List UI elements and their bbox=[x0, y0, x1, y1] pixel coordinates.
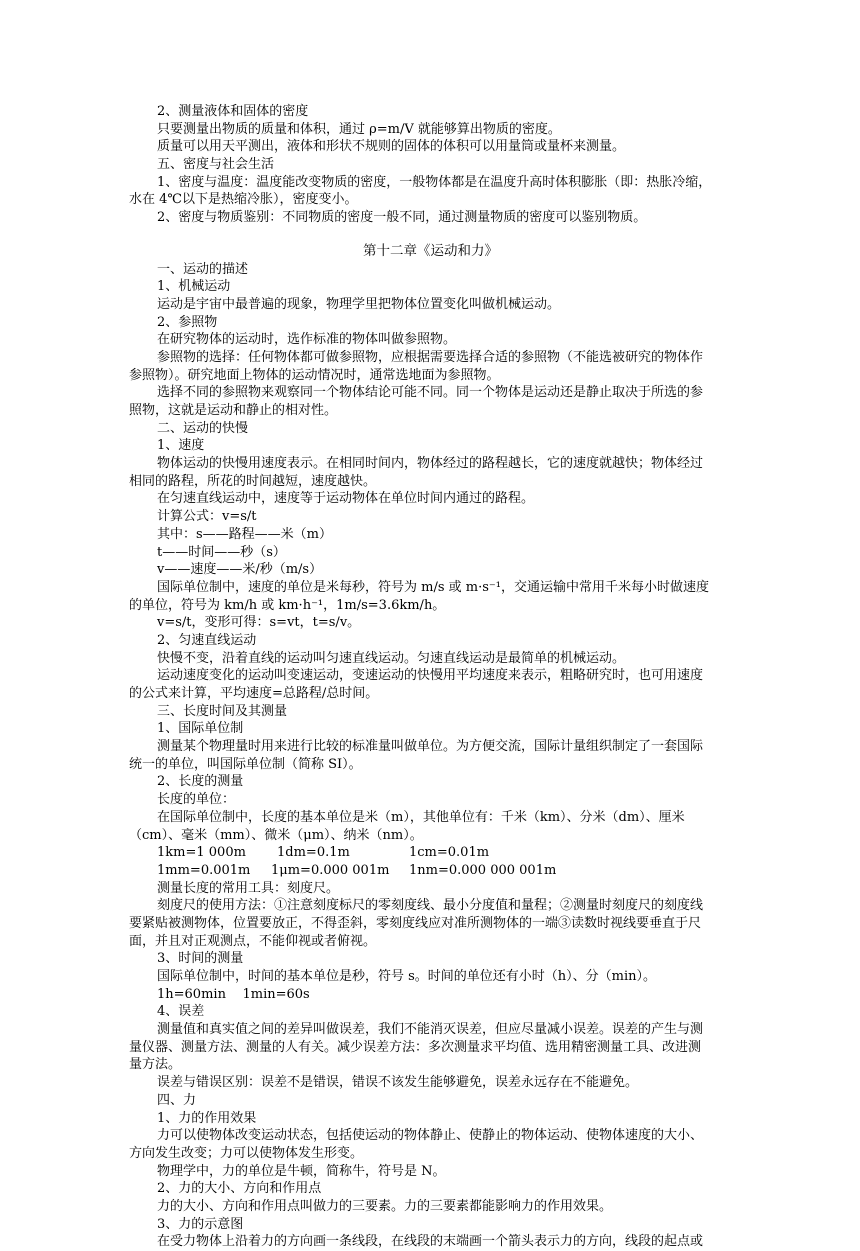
text-line: 物理学中，力的单位是牛顿，简称牛，符号是 N。 bbox=[157, 1163, 446, 1179]
text-line: 参照物的选择：任何物体都可做参照物，应根据需要选择合适的参照物（不能选被研究的物体作 bbox=[157, 349, 704, 365]
subsection-heading: 3、力的示意图 bbox=[157, 1216, 244, 1232]
text-line: 的单位，符号为 km/h 或 km·h⁻¹，1m/s=3.6km/h。 bbox=[129, 597, 446, 613]
text-line: 测量某个物理量时用来进行比较的标准量叫做单位。为方便交流，国际计量组织制定了一套国际 bbox=[157, 739, 704, 755]
spacer bbox=[129, 227, 732, 243]
text-line: 力可以使物体改变运动状态，包括使运动的物体静止、使静止的物体运动、使物体速度的大小、 bbox=[157, 1128, 704, 1144]
formula-line: 1h=60min 1min=60s bbox=[157, 986, 310, 1002]
text-line: 快慢不变，沿着直线的运动叫匀速直线运动。匀速直线运动是最简单的机械运动。 bbox=[157, 650, 626, 666]
text-line: 只要测量出物质的质量和体积，通过 ρ=m/V 就能够算出物质的密度。 bbox=[157, 121, 561, 137]
text-line: 面，并且对正观测点，不能仰视或者俯视。 bbox=[129, 933, 377, 949]
text-line: 误差与错误区别：误差不是错误，错误不该发生能够避免，误差永远存在不能避免。 bbox=[157, 1075, 639, 1091]
subsection-heading: 1、速度 bbox=[157, 438, 205, 454]
unit-conversion: 1nm=0.000 000 001m bbox=[409, 862, 557, 878]
subsection-heading: 1、机械运动 bbox=[157, 279, 231, 295]
subsection-heading: 1、力的作用效果 bbox=[157, 1110, 257, 1126]
subsection-heading: 1、国际单位制 bbox=[157, 721, 244, 737]
text-line: 的公式来计算，平均速度=总路程/总时间。 bbox=[129, 686, 379, 701]
text-line: 物体运动的快慢用速度表示。在相同时间内，物体经过的路程越长，它的速度就越快；物体经过 bbox=[157, 456, 704, 472]
text-line: （cm）、毫米（mm）、微米（μm）、纳米（nm）。 bbox=[129, 827, 423, 843]
text-line: 运动是宇宙中最普遍的现象，物理学里把物体位置变化叫做机械运动。 bbox=[157, 296, 561, 312]
subsection-heading: 3、时间的测量 bbox=[157, 951, 244, 967]
section-heading: 三、长度时间及其测量 bbox=[157, 703, 288, 719]
text-line: 量仪器、测量方法、测量的人有关。减少误差方法：多次测量求平均值、选用精密测量工具、改进测 bbox=[129, 1039, 702, 1055]
document-text bbox=[129, 103, 732, 1251]
text-line: 照物，这就是运动和静止的相对性。 bbox=[129, 403, 338, 418]
text-line: 选择不同的参照物来观察同一个物体结论可能不同。同一个物体是运动还是静止取决于所选的参 bbox=[157, 385, 704, 401]
unit-conversion-line bbox=[129, 844, 732, 862]
text-line: 要紧贴被测物体，位置要放正，不得歪斜，零刻度线应对准所测物体的一端③读数时视线要垂直于尺 bbox=[129, 915, 702, 931]
subsection-heading: 2、力的大小、方向和作用点 bbox=[157, 1181, 322, 1197]
section-heading: 四、力 bbox=[157, 1092, 197, 1108]
text-line: 在匀速直线运动中，速度等于运动物体在单位时间内通过的路程。 bbox=[157, 491, 535, 507]
subsection-heading: 4、误差 bbox=[157, 1004, 205, 1020]
unit-conversion: 1km=1 000m bbox=[157, 845, 246, 861]
chapter-title: 第十二章《运动和力》 bbox=[363, 242, 498, 259]
formula-line: t——时间——秒（s） bbox=[157, 544, 286, 560]
text-line: 2、密度与物质鉴别：不同物质的密度一般不同，通过测量物质的密度可以鉴别物质。 bbox=[157, 210, 647, 226]
text-line: 力的大小、方向和作用点叫做力的三要素。力的三要素都能影响力的作用效果。 bbox=[157, 1198, 613, 1214]
formula-line: 其中：s——路程——米（m） bbox=[157, 526, 332, 542]
formula-line: 计算公式：v=s/t bbox=[157, 509, 257, 525]
text-line: 在研究物体的运动时，选作标准的物体叫做参照物。 bbox=[157, 332, 457, 348]
text-line: 参照物）。研究地面上物体的运动情况时，通常选地面为参照物。 bbox=[129, 367, 500, 383]
unit-conversion: 1μm=0.000 001m bbox=[271, 862, 390, 878]
subsection-heading: 2、参照物 bbox=[157, 314, 218, 330]
unit-conversion: 1dm=0.1m bbox=[277, 845, 350, 861]
text-line: 测量值和真实值之间的差异叫做误差，我们不能消灭误差，但应尽量减小误差。误差的产生与测 bbox=[157, 1022, 704, 1038]
section-heading: 二、运动的快慢 bbox=[157, 420, 249, 436]
unit-conversion-line bbox=[129, 862, 732, 880]
unit-conversion: 1cm=0.01m bbox=[409, 845, 490, 861]
text-line: 运动速度变化的运动叫变速运动，变速运动的快慢用平均速度来表示，粗略研究时，也可用速度 bbox=[157, 668, 704, 684]
section-heading: 一、运动的描述 bbox=[157, 261, 249, 277]
text-line: 在国际单位制中，长度的基本单位是米（m），其他单位有：千米（km）、分米（dm）、厘米 bbox=[157, 809, 685, 825]
text-line: 1、密度与温度：温度能改变物质的密度，一般物体都是在温度升高时体积膨胀（即：热胀冷缩， bbox=[157, 174, 712, 190]
text-line: 方向发生改变；力可以使物体发生形变。 bbox=[129, 1145, 364, 1161]
subsection-heading: 2、匀速直线运动 bbox=[157, 632, 257, 648]
text-line: 相同的路程，所花的时间越短，速度越快。 bbox=[129, 473, 377, 489]
subsection-heading: 2、长度的测量 bbox=[157, 774, 244, 790]
text-line: 在受力物体上沿着力的方向画一条线段，在线段的末端画一个箭头表示力的方向，线段的起点或 bbox=[157, 1234, 704, 1250]
formula-line: v——速度——米/秒（m/s） bbox=[157, 562, 323, 578]
text-line: 水在 4℃以下是热缩冷胀），密度变小。 bbox=[129, 192, 358, 208]
text-line: 长度的单位： bbox=[157, 792, 236, 808]
text-line: 五、密度与社会生活 bbox=[157, 157, 275, 173]
formula-line: v=s/t，变形可得：s=vt，t=s/v。 bbox=[157, 615, 361, 631]
text-line: 统一的单位，叫国际单位制（简称 SI）。 bbox=[129, 756, 362, 772]
text-line: 国际单位制中，时间的基本单位是秒，符号 s。时间的单位还有小时（h）、分（min）。 bbox=[157, 969, 657, 984]
text-line: 国际单位制中，速度的单位是米每秒，符号为 m/s 或 m·s⁻¹，交通运输中常用千米每小时做速度 bbox=[157, 579, 709, 595]
text-line: 2、测量液体和固体的密度 bbox=[157, 104, 309, 119]
text-line: 量方法。 bbox=[129, 1057, 182, 1073]
unit-conversion: 1mm=0.001m bbox=[157, 862, 251, 878]
text-line: 质量可以用天平测出，液体和形状不规则的固体的体积可以用量筒或量杯来测量。 bbox=[157, 139, 626, 155]
text-line: 刻度尺的使用方法：①注意刻度标尺的零刻度线、最小分度值和量程；②测量时刻度尺的刻度线 bbox=[157, 898, 704, 914]
text-line: 测量长度的常用工具：刻度尺。 bbox=[157, 880, 340, 896]
